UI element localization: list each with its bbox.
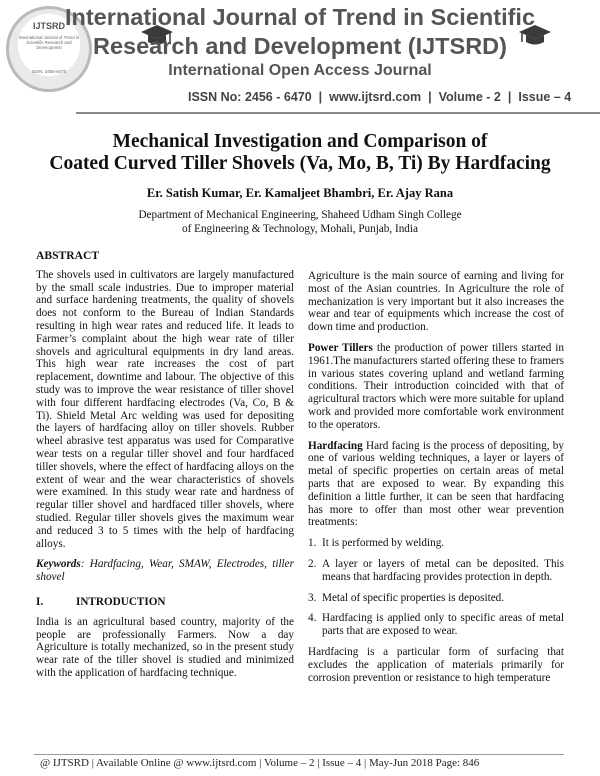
paper-authors: Er. Satish Kumar, Er. Kamaljeet Bhambri, Er. Ajay Rana	[146, 186, 454, 200]
journal-subtitle: International Open Access Journal	[168, 62, 432, 79]
list-item-number: 2.	[308, 557, 317, 570]
journal-header	[0, 0, 600, 118]
footer-divider	[34, 754, 564, 755]
list-item	[308, 612, 564, 638]
introduction-text: India is an agricultural based country, majority of the people are professionally Farmers. Now a day Agriculture is totally mechanized, so in the present study wear rate of the tiller shovel is studied and minimized with the application of hardfacing technique.	[36, 615, 294, 679]
power-tillers-label: Power Tillers	[308, 341, 373, 354]
issn-bar: ISSN No: 2456 - 6470 | www.ijtsrd.com | Volume - 2 | Issue – 4	[76, 84, 600, 114]
list-item	[308, 592, 564, 605]
paper-title-line2: Coated Curved Tiller Shovels (Va, Mo, B, Ti) By Hardfacing	[49, 153, 551, 174]
power-tillers-text: the production of power tillers started in 1961.The manufacturers started offering these to framers in various states covering upland and wetland farming conditions. Their introduction coincided with that of agricultural tractors which were more suitable for upland work and provided more comfortable work environment to the operators.	[308, 341, 565, 431]
section-title: INTRODUCTION	[76, 595, 166, 608]
list-item-text: Hardfacing is applied only to specific areas of metal parts that are exposed to wear.	[322, 612, 564, 638]
agriculture-paragraph: Agriculture is the main source of earning and living for most of the Asian countries. In Agriculture the role of mechanization is very important but it also increases the wear and tear of equipments which increase the cost of down time and production.	[308, 270, 564, 334]
paper-title-line1: Mechanical Investigation and Comparison of	[112, 131, 488, 152]
affiliation-line1: Department of Mechanical Engineering, Shaheed Udham Singh College	[138, 209, 462, 221]
volume-label: Volume - 2	[438, 90, 501, 104]
abstract-text: The shovels used in cultivators are largely manufactured by the small scale industries. Due to improper material and surface hardening treatments, the quality of shovels does not conform to the Bureau of Indian Standards resulting in high wear rates and reduced life. It leads to Farmer’s complaint about the high wear rate of tiller shovels and agricultural equipments in dry land areas. This high wear rate increases the cost of part replacement, downtime and labour. The objective of this study was to improve the wear resistance of tiller shovel with four different hardfacing electrodes (Va, Co, B & Ti). Shield Metal Arc welding was used for depositing the layers of hardfacing alloy on tiller shovels. Rubber wheel abrasive test apparatus was used for Comparative wear tests on a regular tiller shovel and four hardfaced tiller shovels, where the effect of hardfacing alloys on the extent of wear and the wear characteristics of shovels were examined. In this study wear rate and hardness of regular tiller shovel and hardfaced tiller shovels, where studied. Regular tiller shovels gives the maximum wear and reduced 3 to 5 times with the help of hardfacing alloys.	[36, 268, 294, 550]
hardfacing-list	[308, 537, 564, 638]
abstract-heading: ABSTRACT	[36, 249, 100, 262]
keywords-text: : Hardfacing, Wear, SMAW, Electrodes, tiller shovel	[36, 558, 294, 584]
journal-title-line2: Research and Development (IJTSRD)	[93, 33, 507, 59]
logo-issn: ISSN: 2456-6470	[31, 69, 67, 74]
keywords	[36, 558, 294, 584]
issue-label: Issue – 4	[518, 90, 572, 104]
logo-acronym: IJTSRD	[32, 21, 65, 31]
list-item-number: 4.	[308, 612, 317, 625]
issn-number: ISSN No: 2456 - 6470	[188, 90, 312, 104]
keywords-label: Keywords	[36, 558, 81, 571]
header-divider	[76, 112, 600, 114]
left-column	[36, 250, 294, 688]
section-number: I.	[36, 595, 44, 608]
right-column	[308, 270, 564, 692]
paper-affiliation	[0, 208, 600, 236]
list-item-text: A layer or layers of metal can be deposited. This means that hardfacing provides protection in depth.	[322, 557, 564, 583]
surfacing-paragraph: Hardfacing is a particular form of surfacing that excludes the application of materials primarily for corrosion prevention or resistance to high temperature	[308, 645, 564, 684]
list-item-text: It is performed by welding.	[322, 537, 445, 550]
power-tillers-paragraph	[308, 342, 564, 432]
affiliation-line2: of Engineering & Technology, Mohali, Punjab, India	[182, 223, 418, 235]
page-footer	[0, 754, 600, 776]
journal-website-link[interactable]: www.ijtsrd.com	[329, 90, 422, 104]
list-item-number: 1.	[308, 537, 317, 550]
list-item-text: Metal of specific properties is deposited.	[322, 591, 505, 604]
hardfacing-text: Hard facing is the process of depositing, by one of various welding techniques, a layer or layers of metal of specific properties on certain areas of metal parts that are exposed to wear. By expanding this definition a little further, it can be seen that hardfacing has more to offer than most other wear prevention treatments:	[308, 439, 564, 529]
logo-caption: International Journal of Trend in Scientific Research and Development	[18, 35, 80, 50]
footer-text: @ IJTSRD | Available Online @ www.ijtsrd.com | Volume – 2 | Issue – 4 | May-Jun 2018 Page: 846	[40, 757, 480, 769]
hardfacing-paragraph	[308, 440, 564, 530]
hardfacing-label: Hardfacing	[308, 439, 363, 452]
list-item-number: 3.	[308, 591, 317, 604]
list-item	[308, 558, 564, 584]
introduction-heading	[36, 596, 294, 609]
list-item	[308, 537, 564, 550]
journal-title-line1: International Journal of Trend in Scientific	[64, 4, 536, 30]
